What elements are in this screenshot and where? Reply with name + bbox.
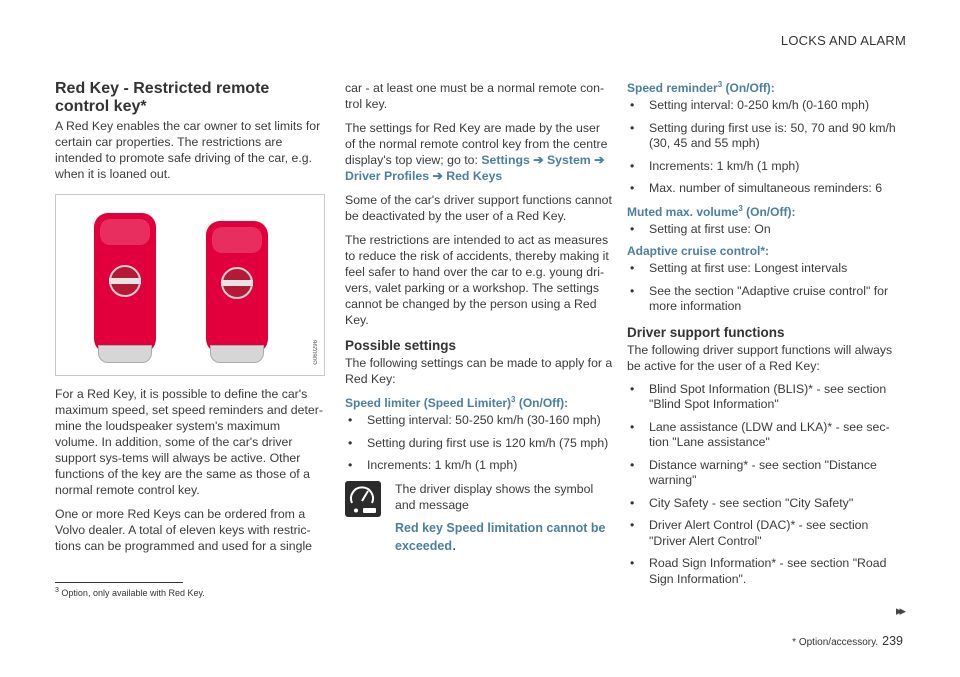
volvo-logo-icon — [221, 267, 253, 299]
adaptive-cruise-heading: Adaptive cruise control*: — [627, 244, 770, 258]
list-item: • See the section "Adaptive cruise control" for more information — [627, 284, 905, 315]
intro-paragraph: A Red Key enables the car owner to set limits for certain car properties. The restrictions are intended to promote safe driving of the car, e.g. when it is loaned out. — [55, 119, 321, 181]
paragraph: For a Red Key, it is possible to define the car's maximum speed, set speed reminders and deter-mine the loudspeaker system's maximum volume. In addition, some of the car's driver support sys-tems will always be active. Other functions of the key are the same as those of a normal remote control key. — [55, 387, 323, 497]
symbol-message-block: Red key Speed limitation cannot be exceeded. — [395, 520, 606, 554]
column-2 — [345, 80, 613, 555]
speedometer-limit-icon — [345, 481, 381, 517]
possible-settings-heading: Possible settings — [345, 338, 457, 353]
list-item: • Setting at first use: Longest intervals — [627, 261, 905, 277]
adaptive-cruise-list — [627, 261, 905, 315]
list-item: • City Safety - see section "City Safety" — [627, 496, 905, 512]
list-item: • Lane assistance (LDW and LKA)* - see sec-tion "Lane assistance" — [627, 420, 905, 451]
option-note: * Option/accessory. — [792, 637, 879, 648]
list-item: • Increments: 1 km/h (1 mph) — [627, 159, 905, 175]
list-item: • Road Sign Information* - see section "Road Sign Information". — [627, 556, 905, 587]
list-item: • Driver Alert Control (DAC)* - see section "Driver Alert Control" — [627, 518, 905, 549]
list-item: • Setting during first use is 120 km/h (75 mph) — [345, 436, 613, 452]
symbol-text: The driver display shows the symbol and message — [395, 481, 594, 512]
paragraph: One or more Red Keys can be ordered from a Volvo dealer. A total of eleven keys with restric-tions can be programmed and used for a single — [55, 507, 313, 553]
red-key-back — [206, 221, 268, 353]
footnote-divider — [55, 582, 183, 583]
next-page-icon[interactable]: ▸▸ — [895, 603, 903, 618]
column-1 — [55, 80, 323, 562]
red-key-illustration — [55, 194, 325, 376]
list-item: • Setting interval: 50-250 km/h (30-160 mph) — [345, 413, 613, 429]
list-item: • Max. number of simultaneous reminders: 6 — [627, 181, 905, 197]
red-key-front — [94, 213, 156, 353]
symbol-message: Red key Speed limitation cannot be exceeded — [395, 520, 606, 553]
list-item: • Blind Spot Information (BLIS)* - see section "Blind Spot Information" — [627, 382, 905, 413]
settings-text: The settings for Red Key are made by the user of the normal remote control key from the centre display's top view; go to: — [345, 121, 608, 167]
volvo-logo-icon — [109, 265, 141, 297]
speed-reminder-list — [627, 98, 905, 197]
driver-support-list — [627, 382, 905, 588]
driver-support-heading: Driver support functions — [627, 324, 785, 340]
paragraph: The following settings can be made to apply for a Red Key: — [345, 356, 613, 386]
list-item: • Setting interval: 0-250 km/h (0-160 mph) — [627, 98, 905, 114]
paragraph: The restrictions are intended to act as measures to reduce the risk of accidents, thereby making it feel safer to hand over the car to e.g. young dri-vers, valet parking or a workshop. The settings cannot be changed by the person using a Red Key. — [345, 233, 609, 327]
paragraph: car - at least one must be a normal remote con-trol key. — [345, 81, 605, 111]
list-item: • Setting during first use is: 50, 70 and 90 km/h (30, 45 and 55 mph) — [627, 121, 905, 152]
speed-limiter-heading: Speed limiter (Speed Limiter)$^3$ (On/Off): — [345, 395, 569, 410]
page-title: Red Key - Restricted remote control key* — [55, 80, 270, 115]
footnote: $^3$ Option, only available with Red Key. — [55, 587, 205, 598]
paragraph: Some of the car's driver support functions cannot be deactivated by the user of a Red Key. — [345, 193, 612, 223]
column-3 — [627, 80, 905, 594]
page-footer — [792, 634, 903, 648]
driver-display-symbol — [345, 481, 613, 555]
muted-volume-list — [627, 222, 905, 238]
list-item: • Setting at first use: On — [627, 222, 905, 238]
settings-path: Settings ➔ System ➔ Driver Profiles ➔ Red Keys — [345, 153, 605, 183]
list-item: • Increments: 1 km/h (1 mph) — [345, 458, 613, 474]
paragraph: The following driver support functions will always be active for the user of a Red Key: — [627, 342, 893, 373]
settings-paragraph — [345, 120, 613, 184]
speed-limiter-list — [345, 413, 613, 474]
muted-volume-heading: Muted max. volume$^3$ (On/Off): — [627, 203, 796, 219]
page-number: 239 — [882, 634, 903, 648]
list-item: • Distance warning* - see section "Distance warning" — [627, 458, 905, 489]
section-header: LOCKS AND ALARM — [780, 33, 906, 48]
figure-code: G060296 — [313, 340, 319, 365]
speed-reminder-heading: Speed reminder$^3$ (On/Off): — [627, 80, 775, 95]
